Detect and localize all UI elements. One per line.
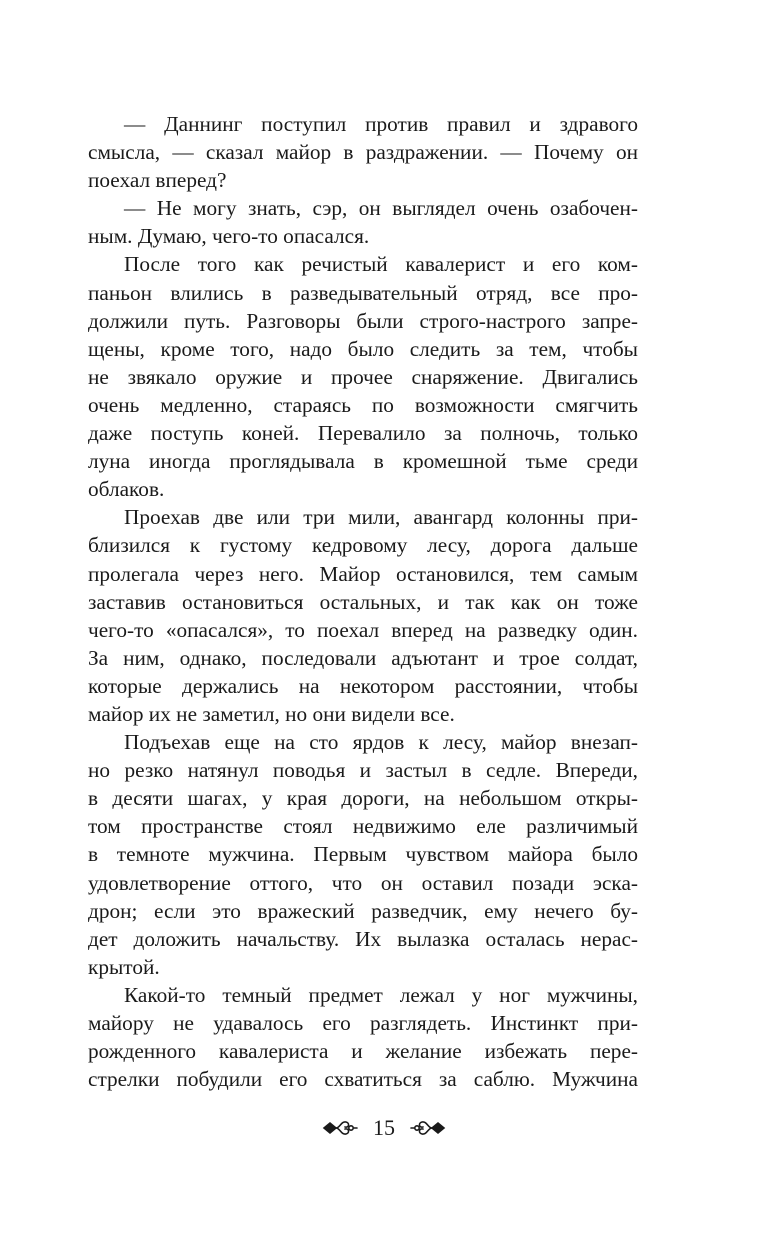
text-line: в десяти шагах, у края дороги, на небольшом откры- — [88, 786, 638, 811]
text-line: После того как речистый кавалерист и его ком- — [124, 252, 638, 277]
text-line: рожденного кавалериста и желание избежать пере- — [88, 1039, 638, 1064]
text-line: в темноте мужчина. Первым чувством майора было — [88, 842, 638, 867]
text-line: удовлетворение оттого, что он оставил позади эска- — [88, 870, 638, 895]
right-flourish-ornament-icon — [409, 1117, 447, 1139]
text-line: должили путь. Разговоры были строго-настрого запре- — [88, 308, 638, 333]
text-line: крытой. — [88, 954, 160, 979]
page-number: 15 — [373, 1115, 395, 1140]
text-line: дет доложить начальству. Их вылазка осталась нерас- — [88, 926, 638, 951]
text-line: ным. Думаю, чего-то опасался. — [88, 224, 370, 249]
text-line: очень медленно, стараясь по возможности смягчить — [88, 392, 638, 417]
text-line: заставив остановиться остальных, и так как он тоже — [88, 589, 638, 614]
text-line: но резко натянул поводья и застыл в седле. Впереди, — [88, 758, 638, 783]
text-line: поехал вперед? — [88, 168, 227, 193]
text-line: — Даннинг поступил против правил и здравого — [124, 112, 638, 136]
text-line: смысла, — сказал майор в раздражении. — Почему он — [88, 140, 638, 165]
text-line: майору не удавалось его разглядеть. Инстинкт при- — [88, 1011, 638, 1035]
text-line: пролегала через него. Майор остановился, тем самым — [88, 561, 638, 586]
text-line: не звякало оружие и прочее снаряжение. Двигались — [88, 364, 638, 389]
text-line: Проехав две или три мили, авангард колонны при- — [124, 505, 638, 530]
text-line: близился к густому кедровому лесу, дорога дальше — [88, 533, 638, 558]
text-line: — Не могу знать, сэр, он выглядел очень озабочен- — [124, 196, 638, 221]
text-line: За ним, однако, последовали адъютант и трое солдат, — [88, 645, 638, 670]
text-line: щены, кроме того, надо было следить за тем, чтобы — [88, 336, 638, 361]
text-line: даже поступь коней. Перевалило за полночь, только — [88, 421, 638, 446]
text-line: Подъехав еще на сто ярдов к лесу, майор внезап- — [124, 730, 638, 755]
text-line: майор их не заметил, но они видели все. — [88, 701, 455, 726]
text-line: стрелки побудили его схватиться за саблю. Мужчина — [88, 1067, 638, 1092]
text-line: паньон влились в разведывательный отряд, все про- — [88, 280, 638, 305]
text-line: облаков. — [88, 477, 165, 502]
text-line: чего-то «опасался», то поехал вперед на разведку один. — [88, 617, 638, 642]
text-line: которые держались на некотором расстоянии, чтобы — [88, 673, 638, 698]
text-line: Какой-то темный предмет лежал у ног мужчины, — [124, 982, 638, 1007]
left-flourish-ornament-icon — [321, 1117, 359, 1139]
page-footer — [0, 1108, 768, 1148]
text-line: дрон; если это вражеский разведчик, ему нечего бу- — [88, 898, 638, 923]
body-text — [88, 110, 638, 1093]
text-line: том пространстве стоял недвижимо еле различимый — [88, 814, 638, 839]
text-line: луна иногда проглядывала в кромешной тьме среди — [88, 449, 638, 474]
